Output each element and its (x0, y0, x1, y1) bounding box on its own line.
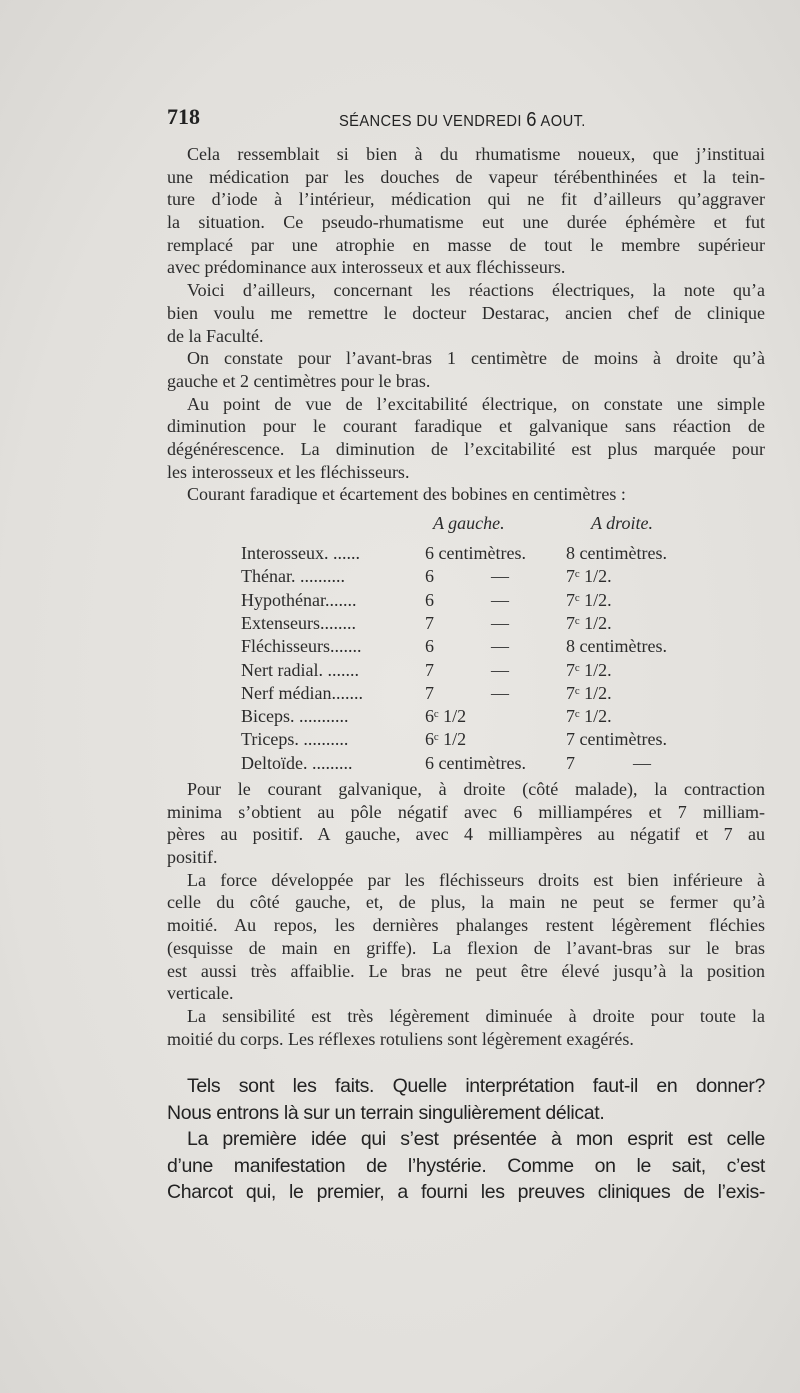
cell-left-ditto: — (491, 612, 509, 633)
paragraph (167, 778, 765, 869)
cell-left: 7 (425, 682, 434, 703)
cell-left: 6ᶜ 1/2 (425, 729, 467, 750)
cell-muscle: Fléchisseurs....... (241, 636, 362, 657)
text-line: la situation. Ce pseudo-rhumatisme eut une durée éphémère et fut (167, 212, 765, 233)
text-line: pères au positif. A gauche, avec 4 milliampères au négatif et 7 au (167, 824, 765, 845)
text-line: moitié du corps. Les réflexes rotuliens sont légèrement exagérés. (167, 1028, 634, 1049)
text-line: ture d’iode à l’intérieur, médication qui ne fit d’ailleurs qu’aggraver (167, 189, 765, 210)
cell-left-ditto: — (491, 659, 509, 680)
paragraph (167, 1126, 765, 1206)
paragraph (167, 279, 765, 347)
text-line: d’une manifestation de l’hystérie. Comme on le sait, c’est (167, 1154, 765, 1177)
cell-left: 6 centimètres. (425, 543, 526, 563)
cell-left-ditto: — (491, 682, 509, 703)
paragraph (167, 869, 765, 1005)
cell-right: 7ᶜ 1/2. (566, 682, 612, 703)
paragraph (167, 393, 765, 484)
cell-right: 7 (566, 752, 575, 773)
cell-right: 7ᶜ 1/2. (566, 589, 612, 610)
running-head-day: 6 (526, 109, 537, 131)
cell-right: 7ᶜ 1/2. (566, 706, 612, 727)
text-line: diminution pour le courant faradique et galvanique sans réaction de (167, 416, 765, 437)
cell-left: 6 (425, 589, 434, 610)
cell-left: 6 (425, 566, 434, 587)
text-line: avec prédominance aux interosseux et aux fléchisseurs. (167, 257, 566, 278)
running-head-month: AOUT. (536, 113, 586, 130)
cell-right: 7ᶜ 1/2. (566, 566, 612, 587)
paragraph (167, 1005, 765, 1050)
text-line: On constate pour l’avant-bras 1 centimètre de moins à droite qu’à (187, 348, 765, 369)
text-line: verticale. (167, 983, 234, 1004)
text-line: Nous entrons là sur un terrain singulièrement délicat. (167, 1101, 605, 1124)
paragraph (167, 483, 765, 506)
paragraph (167, 1073, 765, 1126)
text-line: de la Faculté. (167, 325, 264, 346)
cell-right-ditto: — (633, 752, 651, 773)
paragraphs-before-table (167, 143, 765, 506)
table-header-right: A droite. (591, 513, 653, 533)
cell-left-ditto: — (491, 566, 509, 587)
text-line: minima s’obtient au pôle négatif avec 6 milliampéres et 7 milliam- (167, 801, 765, 822)
running-head (339, 109, 586, 132)
cell-muscle: Deltoïde. ......... (241, 752, 353, 773)
small-text-body (167, 143, 765, 1050)
text-line: Charcot qui, le premier, a fourni les preuves cliniques de l’exis- (167, 1181, 765, 1203)
cell-right: 8 centimètres. (566, 543, 667, 563)
text-line: Courant faradique et écartement des bobines en centimètres : (187, 484, 626, 505)
text-line: est aussi très affaiblie. Le bras ne peut être élevé jusqu’à la position (167, 960, 765, 981)
text-line: remplacé par une atrophie en masse de tout le membre supérieur (167, 234, 765, 255)
cell-muscle: Nert radial. ....... (241, 659, 359, 680)
text-line: La sensibilité est très légèrement diminuée à droite pour toute la (187, 1005, 765, 1026)
text-line: Pour le courant galvanique, à droite (côté malade), la contraction (187, 779, 765, 799)
cell-muscle: Nerf médian....... (241, 682, 363, 703)
text-line: Tels sont les faits. Quelle interprétation faut-il en donner? (187, 1075, 765, 1097)
text-line: les interosseux et les fléchisseurs. (167, 461, 410, 482)
cell-left: 7 (425, 659, 434, 680)
cell-right: 8 centimètres. (566, 636, 667, 657)
cell-left: 7 (425, 612, 434, 633)
faradic-table (167, 506, 765, 778)
text-line: gauche et 2 centimètres pour le bras. (167, 370, 431, 391)
cell-muscle: Biceps. ........... (241, 706, 349, 727)
text-line: bien voulu me remettre le docteur Destarac, ancien chef de clinique (167, 302, 765, 323)
text-line: dégénérescence. La diminution de l’excitabilité est plus marquée pour (167, 438, 765, 459)
text-line: La première idée qui s’est présentée à mon esprit est celle (187, 1128, 765, 1150)
text-line: Cela ressemblait si bien à du rhumatisme noueux, que j’instituai (187, 144, 765, 164)
cell-right: 7 centimètres. (566, 729, 667, 750)
text-line: positif. (167, 847, 218, 868)
large-text-body (167, 1073, 765, 1206)
page-header (167, 104, 767, 132)
cell-left-ditto: — (491, 636, 509, 657)
paragraph (167, 143, 765, 279)
paragraph (167, 347, 765, 392)
text-line: (esquisse de main en griffe). La flexion de l’avant-bras sur le bras (167, 937, 765, 958)
text-line: moitié. Au repos, les dernières phalanges restent légèrement fléchies (167, 915, 765, 936)
cell-muscle: Interosseux. ...... (241, 543, 360, 563)
table-header-left: A gauche. (433, 513, 505, 533)
running-head-text: SÉANCES DU VENDREDI (339, 113, 527, 130)
text-line: une médication par les douches de vapeur térébenthinées et la tein- (167, 166, 765, 187)
text-line: Au point de vue de l’excitabilité électrique, on constate une simple (187, 393, 765, 414)
cell-right: 7ᶜ 1/2. (566, 659, 612, 680)
cell-left-ditto: — (491, 589, 509, 610)
cell-left: 6ᶜ 1/2 (425, 706, 467, 727)
cell-muscle: Extenseurs........ (241, 612, 356, 633)
paragraphs-after-table (167, 778, 765, 1050)
cell-muscle: Hypothénar....... (241, 589, 357, 610)
cell-muscle: Thénar. .......... (241, 566, 345, 587)
text-line: La force développée par les fléchisseurs droits est bien inférieure à (187, 869, 765, 890)
cell-muscle: Triceps. .......... (241, 729, 349, 750)
text-line: celle du côté gauche, et, de plus, la main ne peut se fermer qu’à (167, 892, 765, 913)
cell-right: 7ᶜ 1/2. (566, 612, 612, 633)
text-line: Voici d’ailleurs, concernant les réactions électriques, la note qu’a (187, 280, 765, 301)
cell-left: 6 centimètres. (425, 752, 526, 773)
cell-left: 6 (425, 636, 434, 657)
page-number: 718 (167, 104, 200, 129)
